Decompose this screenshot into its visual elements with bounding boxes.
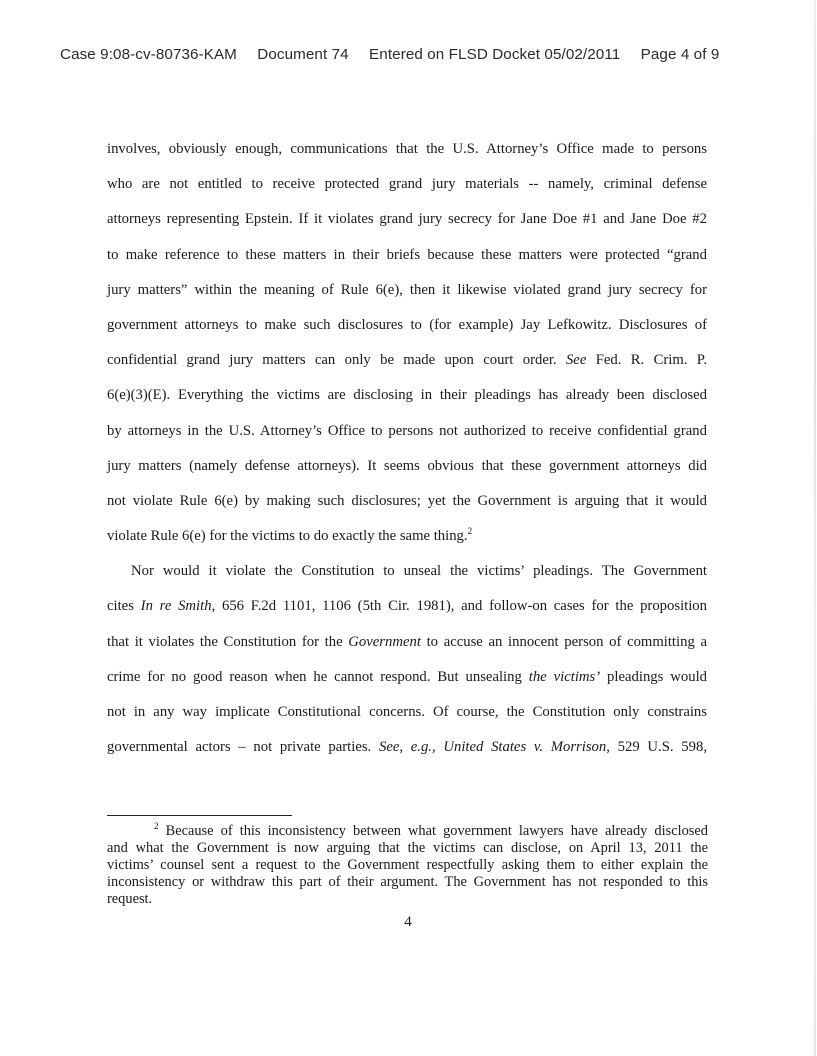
body-line: jury matters” within the meaning of Rule 6(e), then it likewise violated grand jury secrecy for bbox=[107, 281, 707, 298]
body-line: by attorneys in the U.S. Attorney’s Office to persons not authorized to receive confidential grand bbox=[107, 422, 707, 439]
emphasis: the victims’ bbox=[528, 668, 601, 685]
case-citation: See, e.g., United States v. Morrison bbox=[378, 739, 607, 756]
body-line: jury matters (namely defense attorneys). It seems obvious that these government attorneys did bbox=[107, 457, 707, 474]
footnote-line: victims’ counsel sent a request to the Government respectfully asking them to either explain the bbox=[107, 857, 708, 873]
footnote-line bbox=[107, 823, 708, 840]
body-text: pleadings would bbox=[600, 668, 708, 685]
paragraph-line: Nor would it violate the Constitution to unseal the victims’ pleadings. The Government bbox=[131, 563, 707, 580]
body-line: 6(e)(3)(E). Everything the victims are disclosing in their pleadings has already been disclosed bbox=[107, 387, 707, 404]
case-citation: In re Smith bbox=[140, 598, 212, 615]
body-line: government attorneys to make such disclosures to (for example) Jay Lefkowitz. Disclosures of bbox=[107, 316, 707, 333]
paragraph-line bbox=[107, 660, 707, 695]
body-line: attorneys representing Epstein. If it violates grand jury secrecy for Jane Doe #1 and Jane Doe #2 bbox=[107, 211, 707, 228]
document-number: Document 74 bbox=[257, 46, 349, 63]
case-number: Case 9:08-cv-80736-KAM bbox=[60, 46, 237, 63]
body-text: , 529 U.S. 598, bbox=[606, 739, 707, 756]
body-line: who are not entitled to receive protected grand jury materials -- namely, criminal defense bbox=[107, 176, 707, 193]
body-text: , 656 F.2d 1101, 1106 (5th Cir. 1981), and follow-on cases for the proposition bbox=[211, 598, 707, 615]
footnote-line: inconsistency or withdraw this part of their argument. The Government has not responded to this bbox=[107, 874, 708, 890]
docket-header bbox=[60, 46, 760, 63]
docket-entry: Entered on FLSD Docket 05/02/2011 bbox=[369, 46, 621, 63]
body-text: governmental actors – not private parties. bbox=[107, 739, 379, 756]
body-text: violate Rule 6(e) for the victims to do exactly the same thing. bbox=[107, 528, 468, 545]
body-text: cites bbox=[107, 598, 141, 615]
footnote-text: Because of this inconsistency between what government lawyers have already disclosed bbox=[165, 823, 708, 839]
paragraph-line: not in any way implicate Constitutional concerns. Of course, the Constitution only constrains bbox=[107, 704, 707, 720]
body-line: involves, obviously enough, communications that the U.S. Attorney’s Office made to persons bbox=[107, 141, 707, 157]
page-number: 4 bbox=[404, 914, 412, 930]
body-text: crime for no good reason when he cannot respond. But unsealing bbox=[107, 668, 529, 685]
paragraph-line bbox=[107, 730, 707, 765]
citation-signal: See bbox=[565, 352, 587, 369]
body-text: that it violates the Constitution for the bbox=[107, 633, 349, 650]
page-indicator: Page 4 of 9 bbox=[640, 46, 720, 63]
emphasis: Government bbox=[348, 633, 421, 650]
document-body bbox=[107, 132, 707, 765]
footnote-line: and what the Government is now arguing that the victims can disclose, on April 13, 2011 the bbox=[107, 840, 708, 856]
body-text: to accuse an innocent person of committing a bbox=[420, 633, 707, 650]
footnote-line: request. bbox=[107, 891, 153, 907]
body-line bbox=[107, 519, 707, 554]
scan-edge bbox=[814, 0, 816, 1056]
paragraph-line bbox=[107, 625, 707, 660]
footnote-separator bbox=[107, 815, 292, 816]
paragraph-line bbox=[107, 589, 707, 624]
body-line: to make reference to these matters in their briefs because these matters were protected “grand bbox=[107, 246, 707, 263]
citation: Fed. R. Crim. P. bbox=[595, 352, 708, 369]
footnote bbox=[107, 823, 708, 908]
body-text: confidential grand jury matters can only be made upon court order. bbox=[107, 352, 557, 369]
footnote-number: 2 bbox=[154, 821, 159, 831]
body-line: not violate Rule 6(e) by making such disclosures; yet the Government is arguing that it would bbox=[107, 492, 707, 509]
footnote-reference: 2 bbox=[467, 526, 473, 537]
body-line bbox=[107, 343, 707, 378]
